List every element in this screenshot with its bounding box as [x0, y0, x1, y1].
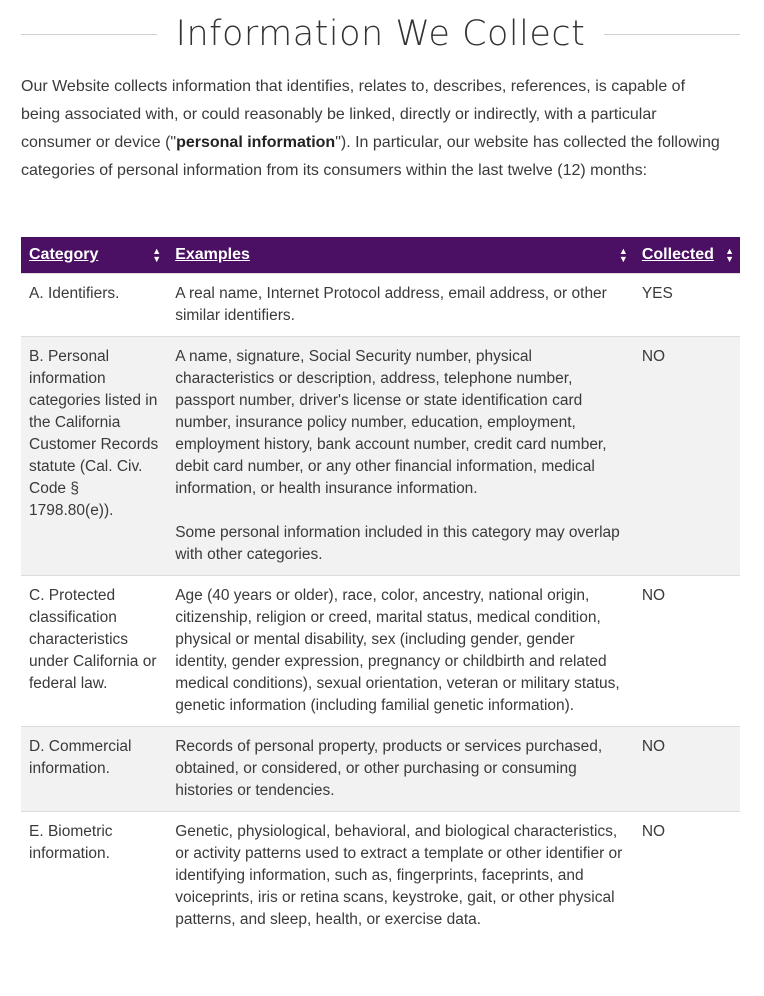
page-title: Information We Collect [175, 14, 586, 54]
examples-text: A name, signature, Social Security number, physical characteristics or description, address, telephone number, passport number, driver's license or state identification card number, insurance policy number, education, employment, employment history, bank account number, credit card number, debit card number, or any other financial information, medical information, or health insurance information. [175, 348, 607, 497]
examples-text: Records of personal property, products or services purchased, obtained, or considered, or other purchasing or consuming histories or tendencies. [175, 738, 603, 799]
intro-text-2: "). In particular, our website has collected the following categories of personal information from its consumers within the last twelve (12) months: [21, 134, 720, 179]
column-header-label[interactable]: Category [29, 246, 99, 263]
examples-text: Genetic, physiological, behavioral, and biological characteristics, or activity patterns used to extract a template or other identifier or identifying information, such as, fingerprints, faceprints, and voiceprints, iris or retina scans, keystroke, gait, or other physical patterns, and sleep, health, or exercise data. [175, 823, 623, 928]
category-cell: B. Personal information categories listed in the California Customer Records statute (Cal. Civ. Code § 1798.80(e)). [21, 337, 167, 576]
section-heading [21, 10, 740, 58]
table-row [21, 576, 740, 727]
examples-cell [167, 337, 634, 576]
examples-note: Some personal information included in this category may overlap with other categories. [175, 524, 620, 563]
table-row [21, 274, 740, 337]
category-cell: D. Commercial information. [21, 727, 167, 812]
examples-cell [167, 274, 634, 337]
sort-arrows-icon[interactable]: ▲ ▼ [618, 246, 628, 264]
column-header-examples[interactable] [167, 237, 634, 274]
table-row [21, 337, 740, 576]
column-header-category[interactable] [21, 237, 167, 274]
examples-cell [167, 812, 634, 941]
intro-bold-term: personal information [176, 134, 336, 151]
examples-cell [167, 576, 634, 727]
collected-cell: NO [634, 812, 740, 941]
examples-text: Age (40 years or older), race, color, ancestry, national origin, citizenship, religion or creed, marital status, medical condition, physical or mental disability, sex (including gender, gender identity, gender expression, pregnancy or childbirth and related medical conditions), sexual orientation, veteran or military status, genetic information (including familial genetic information). [175, 587, 620, 714]
intro-paragraph [21, 73, 721, 185]
collected-cell: NO [634, 337, 740, 576]
title-divider-right [604, 34, 740, 35]
personal-info-table [21, 237, 740, 940]
column-header-label[interactable]: Collected [641, 246, 714, 263]
sort-arrows-icon[interactable]: ▲ ▼ [725, 246, 734, 264]
examples-text: A real name, Internet Protocol address, email address, or other similar identifiers. [175, 285, 607, 324]
collected-cell: NO [634, 576, 740, 727]
column-header-collected[interactable] [634, 237, 740, 274]
table-row [21, 812, 740, 941]
category-cell: A. Identifiers. [21, 274, 167, 337]
title-divider-left [21, 34, 157, 35]
sort-arrows-icon[interactable]: ▲ ▼ [152, 246, 162, 264]
collected-cell: YES [634, 274, 740, 337]
examples-cell [167, 727, 634, 812]
category-cell: C. Protected classification characteristics under California or federal law. [21, 576, 167, 727]
category-cell: E. Biometric information. [21, 812, 167, 941]
table-header-row [21, 237, 740, 274]
table-row [21, 727, 740, 812]
collected-cell: NO [634, 727, 740, 812]
intro-text-1: Our Website collects information that identifies, relates to, describes, references, is capable of being associated with, or could reasonably be linked, directly or indirectly, with a particular consumer or device (" [21, 78, 686, 151]
column-header-label[interactable]: Examples [175, 246, 250, 263]
